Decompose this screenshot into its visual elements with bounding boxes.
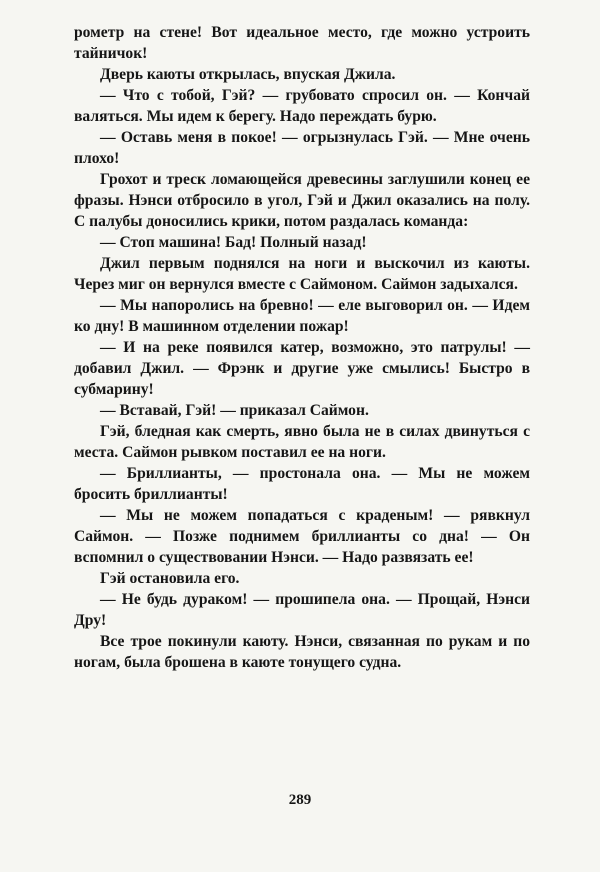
paragraph: — Не будь дураком! — прошипела она. — Прощай, Нэнси Дру! bbox=[74, 591, 530, 629]
paragraph: Все трое покинули каюту. Нэнси, связанная по рукам и по ногам, была брошена в каюте тонущего судна. bbox=[74, 633, 530, 671]
paragraph: — Стоп машина! Бад! Полный назад! bbox=[100, 234, 367, 251]
paragraph: — Вставай, Гэй! — приказал Саймон. bbox=[100, 402, 369, 419]
paragraph: — И на реке появился катер, возможно, это патрулы! — добавил Джил. — Фрэнк и другие уже смылись! Быстро в субмарину! bbox=[74, 339, 530, 398]
page-number: 289 bbox=[288, 792, 312, 808]
paragraph: Гэй остановила его. bbox=[100, 570, 240, 587]
paragraph: Грохот и треск ломающейся древесины заглушили конец ее фразы. Нэнси отбросило в угол, Гэй и Джил оказались на полу. С палубы доносились крики, потом раздалась команда: bbox=[74, 171, 530, 230]
paragraph: — Мы напоролись на бревно! — еле выговорил он. — Идем ко дну! В машинном отделении пожар! bbox=[74, 297, 530, 335]
body-text bbox=[74, 22, 530, 673]
paragraph: — Мы не можем попадаться с краденым! — рявкнул Саймон. — Позже поднимем бриллианты со дна! — Он вспомнил о существовании Нэнси. — Надо развязать ее! bbox=[74, 507, 530, 566]
paragraph: рометр на стене! Вот идеальное место, где можно устроить тайничок! bbox=[74, 24, 530, 62]
paragraph: Джил первым поднялся на ноги и выскочил из каюты. Через миг он вернулся вместе с Саймоном. Саймон задыхался. bbox=[74, 255, 530, 293]
paragraph: — Что с тобой, Гэй? — грубовато спросил он. — Кончай валяться. Мы идем к берегу. Надо переждать бурю. bbox=[74, 87, 530, 125]
paragraph: — Оставь меня в покое! — огрызнулась Гэй. — Мне очень плохо! bbox=[74, 129, 530, 167]
paragraph: Гэй, бледная как смерть, явно была не в силах двинуться с места. Саймон рывком поставил ее на ноги. bbox=[74, 423, 530, 461]
paragraph: Дверь каюты открылась, впуская Джила. bbox=[100, 66, 396, 83]
paragraph: — Бриллианты, — простонала она. — Мы не можем бросить бриллианты! bbox=[74, 465, 530, 503]
